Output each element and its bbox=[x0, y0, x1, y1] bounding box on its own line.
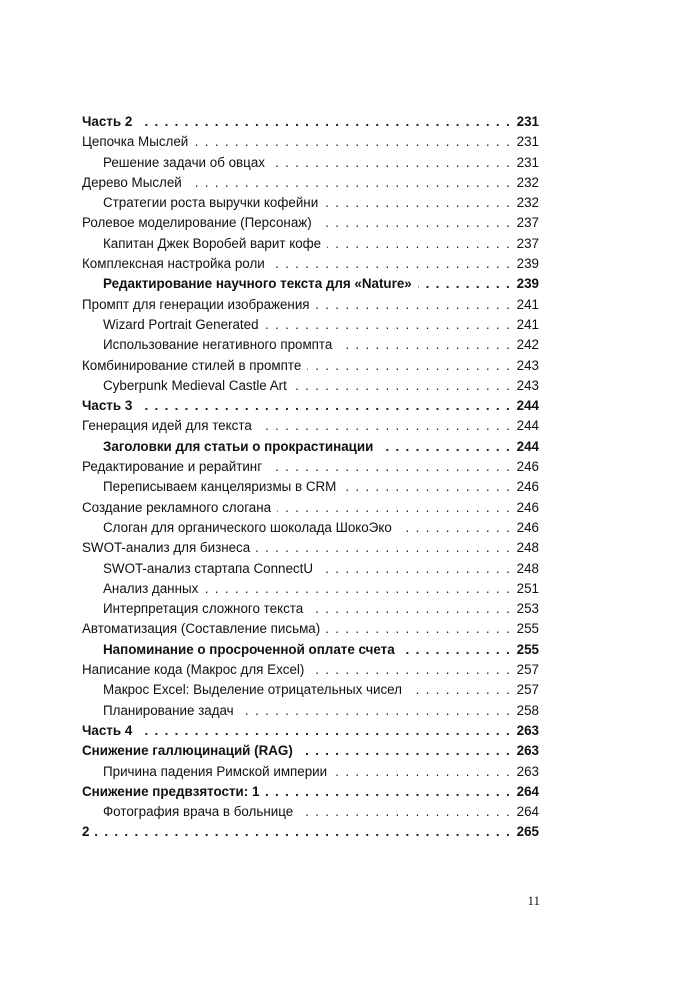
dot-leader bbox=[401, 640, 511, 660]
toc-entry bbox=[82, 559, 539, 579]
toc-entry-title: Макрос Excel: Выделение отрицательных чисел bbox=[103, 682, 402, 698]
toc-entry-title: Написание кода (Макрос для Excel) bbox=[82, 662, 305, 678]
toc-entry-title: Часть 4 bbox=[82, 722, 133, 738]
dot-leader bbox=[408, 680, 511, 700]
toc-entry-page: 231 bbox=[516, 134, 539, 150]
toc-entry bbox=[82, 518, 539, 538]
toc-entry-page: 253 bbox=[516, 601, 539, 617]
dot-leader bbox=[318, 213, 511, 233]
toc-entry-page: 248 bbox=[516, 560, 539, 576]
dot-leader bbox=[188, 173, 511, 193]
toc-entry-page: 241 bbox=[516, 316, 539, 332]
toc-entry-title: Снижение предвзятости: 1 bbox=[82, 783, 260, 799]
dot-leader bbox=[240, 701, 511, 721]
toc-entry-page: 231 bbox=[516, 114, 539, 129]
toc-entry bbox=[82, 153, 539, 173]
toc-entry-page: 243 bbox=[516, 377, 539, 393]
toc-entry bbox=[82, 640, 539, 660]
toc-entry-title: Цепочка Мыслей bbox=[82, 134, 189, 150]
dot-leader bbox=[307, 356, 511, 376]
dot-leader bbox=[310, 660, 511, 680]
toc-entry-title: Анализ данных bbox=[103, 580, 199, 596]
toc-entry bbox=[82, 477, 539, 497]
toc-entry-title: Фотография врача в больнице bbox=[103, 804, 294, 820]
dot-leader bbox=[271, 254, 511, 274]
toc-entry-title: Редактирование научного текста для «Nature» bbox=[103, 276, 412, 292]
toc-entry bbox=[82, 538, 539, 558]
toc-entry-page: 239 bbox=[516, 256, 539, 272]
toc-entry-title: Напоминание о просроченной оплате счета bbox=[103, 641, 395, 657]
toc-entry bbox=[82, 802, 539, 822]
dot-leader bbox=[299, 741, 511, 761]
toc-entry bbox=[82, 274, 539, 294]
dot-leader bbox=[293, 376, 511, 396]
toc-entry-title: Часть 3 bbox=[82, 398, 133, 414]
toc-entry-page: 263 bbox=[516, 722, 539, 738]
toc-entry bbox=[82, 132, 539, 152]
toc-entry-title: Стратегии роста выручки кофейни bbox=[103, 195, 319, 211]
toc-entry-title: Использование негативного промпта bbox=[103, 337, 333, 353]
toc-entry-page: 258 bbox=[516, 702, 539, 718]
toc-entry-page: 246 bbox=[516, 519, 539, 535]
toc-entry bbox=[82, 356, 539, 376]
toc-entry-title: Снижение галлюцинаций (RAG) bbox=[82, 743, 293, 759]
toc-entry-page: 244 bbox=[516, 398, 539, 414]
toc-entry bbox=[82, 660, 539, 680]
toc-entry-page: 263 bbox=[516, 743, 539, 759]
toc-entry-page: 255 bbox=[516, 641, 539, 657]
toc-entry bbox=[82, 193, 539, 213]
toc-entry-title: Создание рекламного слогана bbox=[82, 499, 272, 515]
toc-entry-page: 263 bbox=[516, 763, 539, 779]
toc-entry bbox=[82, 619, 539, 639]
toc-entry-title: Заголовки для статьи о прокрастинации bbox=[103, 438, 374, 454]
toc-entry-page: 264 bbox=[516, 783, 539, 799]
table-of-contents bbox=[82, 112, 539, 843]
page-number: 11 bbox=[527, 893, 540, 908]
toc-entry-title: Переписываем канцеляризмы в CRM bbox=[103, 479, 337, 495]
dot-leader bbox=[95, 822, 511, 842]
toc-entry-title: SWOT-анализ для бизнеса bbox=[82, 540, 251, 556]
toc-entry bbox=[82, 335, 539, 355]
toc-entry bbox=[82, 173, 539, 193]
toc-entry-page: 244 bbox=[516, 438, 539, 454]
toc-entry-page: 242 bbox=[516, 337, 539, 353]
toc-entry-title: Капитан Джек Воробей варит кофе bbox=[103, 235, 322, 251]
toc-entry bbox=[82, 457, 539, 477]
toc-entry bbox=[82, 599, 539, 619]
toc-entry-page: 243 bbox=[516, 357, 539, 373]
toc-entry-title: Автоматизация (Составление письма) bbox=[82, 621, 321, 637]
dot-leader bbox=[338, 335, 511, 355]
dot-leader bbox=[138, 721, 511, 741]
toc-entry-page: 257 bbox=[516, 682, 539, 698]
toc-entry-page: 251 bbox=[516, 580, 539, 596]
dot-leader bbox=[316, 295, 511, 315]
dot-leader bbox=[299, 802, 511, 822]
dot-leader bbox=[333, 762, 511, 782]
dot-leader bbox=[379, 437, 511, 457]
toc-entry-page: 232 bbox=[516, 174, 539, 190]
toc-entry bbox=[82, 762, 539, 782]
toc-entry bbox=[82, 234, 539, 254]
toc-entry bbox=[82, 295, 539, 315]
toc-entry bbox=[82, 112, 539, 132]
toc-entry-page: 246 bbox=[516, 479, 539, 495]
toc-entry-page: 241 bbox=[516, 296, 539, 312]
toc-entry-page: 248 bbox=[516, 540, 539, 556]
dot-leader bbox=[138, 396, 511, 416]
toc-entry-page: 246 bbox=[516, 459, 539, 475]
toc-entry-page: 232 bbox=[516, 195, 539, 211]
toc-entry-page: 244 bbox=[516, 418, 539, 434]
dot-leader bbox=[265, 782, 511, 802]
toc-entry-title: Решение задачи об овцах bbox=[103, 154, 265, 170]
toc-entry-title: Cyberpunk Medieval Castle Art bbox=[103, 377, 287, 393]
dot-leader bbox=[326, 619, 511, 639]
toc-entry-title: Wizard Portrait Generated bbox=[103, 316, 259, 332]
toc-entry-title: Интерпретация сложного текста bbox=[103, 601, 304, 617]
dot-leader bbox=[277, 498, 511, 518]
toc-entry-page: 255 bbox=[516, 621, 539, 637]
toc-entry-page: 264 bbox=[516, 804, 539, 820]
toc-entry-title: Комплексная настройка роли bbox=[82, 256, 265, 272]
toc-entry bbox=[82, 213, 539, 233]
toc-entry bbox=[82, 416, 539, 436]
dot-leader bbox=[327, 234, 511, 254]
toc-entry-title: Слоган для органического шоколада ШокоЭко bbox=[103, 519, 392, 535]
dot-leader bbox=[256, 538, 511, 558]
toc-entry-page: 257 bbox=[516, 662, 539, 678]
toc-entry bbox=[82, 721, 539, 741]
toc-entry bbox=[82, 701, 539, 721]
toc-entry-title: Комбинирование стилей в промпте bbox=[82, 357, 302, 373]
toc-entry-title: Генерация идей для текста bbox=[82, 418, 252, 434]
toc-entry-page: 265 bbox=[516, 824, 539, 840]
toc-entry-title: Планирование задач bbox=[103, 702, 234, 718]
toc-entry bbox=[82, 741, 539, 761]
dot-leader bbox=[324, 193, 511, 213]
toc-entry-page: 239 bbox=[516, 276, 539, 292]
toc-entry-page: 246 bbox=[516, 499, 539, 515]
toc-entry bbox=[82, 782, 539, 802]
dot-leader bbox=[418, 274, 511, 294]
toc-entry-title: Промпт для генерации изображения bbox=[82, 296, 310, 312]
dot-leader bbox=[268, 457, 511, 477]
toc-entry bbox=[82, 822, 539, 842]
dot-leader bbox=[309, 599, 511, 619]
dot-leader bbox=[265, 315, 511, 335]
toc-entry bbox=[82, 376, 539, 396]
toc-entry-page: 237 bbox=[516, 215, 539, 231]
dot-leader bbox=[194, 132, 511, 152]
dot-leader bbox=[398, 518, 511, 538]
dot-leader bbox=[138, 112, 511, 132]
toc-entry-title: Часть 2 bbox=[82, 114, 133, 129]
dot-leader bbox=[271, 153, 511, 173]
toc-entry-title: SWOT-анализ стартапа ConnectU bbox=[103, 560, 313, 576]
toc-entry bbox=[82, 498, 539, 518]
toc-entry-title: Ролевое моделирование (Персонаж) bbox=[82, 215, 312, 231]
toc-entry bbox=[82, 315, 539, 335]
dot-leader bbox=[204, 579, 511, 599]
toc-entry-title: 2 bbox=[82, 824, 90, 840]
dot-leader bbox=[319, 559, 511, 579]
toc-entry bbox=[82, 579, 539, 599]
dot-leader bbox=[342, 477, 511, 497]
toc-entry-page: 237 bbox=[516, 235, 539, 251]
toc-entry bbox=[82, 396, 539, 416]
toc-entry bbox=[82, 437, 539, 457]
toc-entry-page: 231 bbox=[516, 154, 539, 170]
dot-leader bbox=[258, 416, 511, 436]
toc-entry-title: Причина падения Римской империи bbox=[103, 763, 328, 779]
toc-entry-title: Дерево Мыслей bbox=[82, 174, 182, 190]
toc-entry bbox=[82, 680, 539, 700]
toc-entry-title: Редактирование и рерайтинг bbox=[82, 459, 263, 475]
toc-entry bbox=[82, 254, 539, 274]
